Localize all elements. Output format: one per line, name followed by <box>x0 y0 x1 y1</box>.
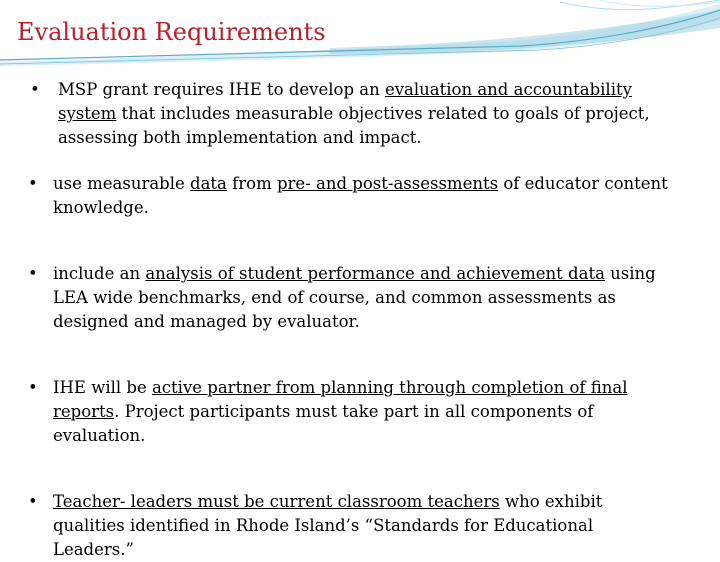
bullet-text-underlined: evaluation and accountability system <box>58 80 632 123</box>
bullet-item <box>28 262 678 334</box>
bullet-item <box>30 78 678 150</box>
bullet-text-underlined: analysis of student performance and achievement data <box>145 264 605 283</box>
bullet-marker: • <box>28 492 38 511</box>
bullet-marker: • <box>30 80 40 99</box>
bullet-text: that includes measurable objectives related to goals of project, assessing both implementation and impact. <box>58 104 650 147</box>
bullet-text: from <box>226 174 277 193</box>
bullet-text: . Project participants must take part in all components of evaluation. <box>53 402 594 445</box>
bullet-text: use measurable <box>53 174 191 193</box>
bullet-text: of educator content knowledge. <box>53 174 668 217</box>
bullet-marker: • <box>28 378 38 397</box>
bullet-text: include an <box>53 264 146 283</box>
bullet-text: using LEA wide benchmarks, end of course, and common assessments as designed and managed by evaluator. <box>53 264 656 331</box>
bullet-text-underlined: data <box>190 174 227 193</box>
slide-title: Evaluation Requirements <box>17 18 326 46</box>
bullet-marker: • <box>28 174 38 193</box>
bullet-text: who exhibit qualities identified in Rhode Island’s “Standards for Educational Leaders.” <box>53 492 603 559</box>
bullet-item <box>28 172 678 220</box>
bullet-text: MSP grant requires IHE to develop an <box>58 80 385 99</box>
bullet-item <box>28 376 678 448</box>
bullet-list <box>28 78 678 562</box>
bullet-text-underlined: active partner from planning through completion of final reports <box>53 378 628 421</box>
bullet-text: IHE will be <box>53 378 152 397</box>
bullet-item <box>28 490 678 562</box>
bullet-text-underlined: pre- and post-assessments <box>276 174 499 193</box>
bullet-text-underlined: Teacher- leaders must be current classroom teachers <box>53 492 500 511</box>
bullet-marker: • <box>28 264 38 283</box>
